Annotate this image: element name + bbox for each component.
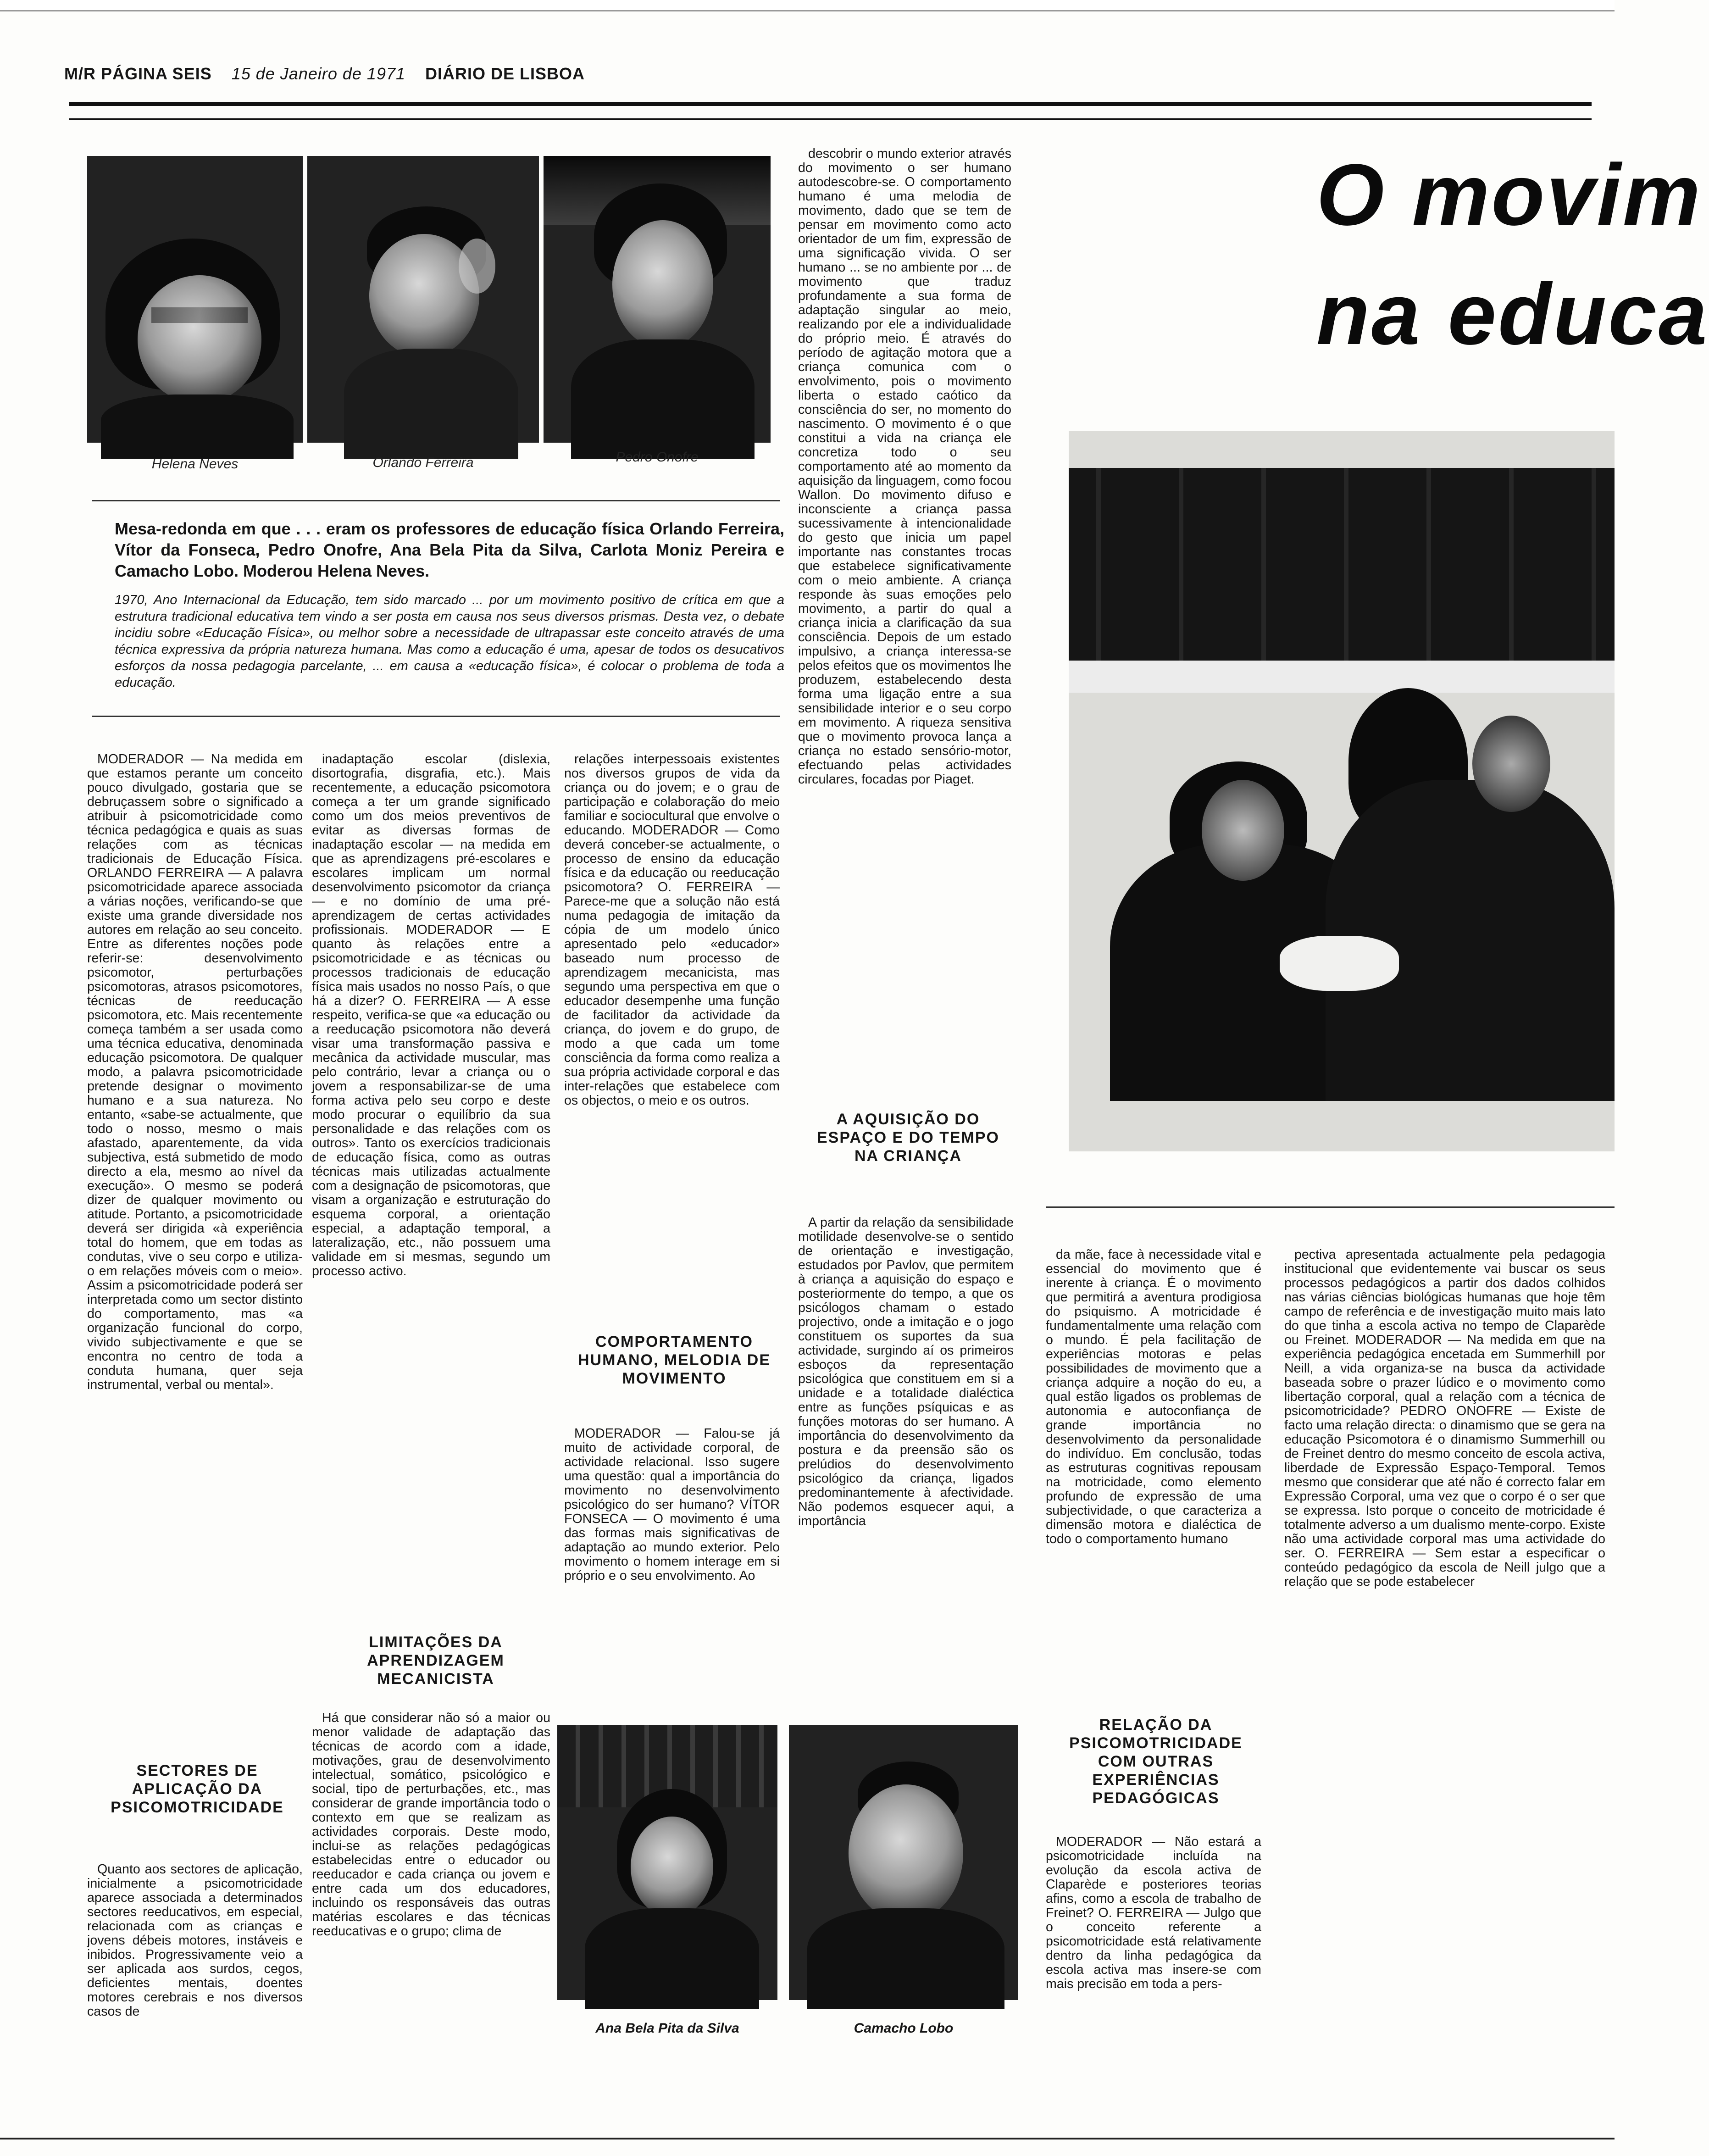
column-2b bbox=[312, 1711, 550, 2115]
page-header bbox=[64, 64, 615, 96]
intro-participants: Mesa-redonda em que . . . eram os professores de educação física Orlando Ferreira, Vítor da Fonseca, Pedro Onofre, Ana Bela Pita da Silva, Carlota Moniz Pereira e Camacho Lobo. Moderou Helena Neves. bbox=[115, 519, 784, 580]
intro-summary: 1970, Ano Internacional da Educação, tem sido marcado ... por um movimento positivo de crítica em que a estrutura tradicional educativa tem vindo a ser posta em causa nos seus diversos prismas. Desta vez, o debate incidiu sobre «Educação Física», ou melhor sobre a necessidade de ultrapassar este conceito através de uma técnica expressiva da própria natureza humana. Mas como a educação é uma, apesar de todos os desucativos esforços da nossa pedagogia parcelante, ... em causa a «educação física», é colocar o problema de toda a educação. bbox=[115, 593, 784, 690]
paragraph: relações interpessoais existentes nos diversos grupos de vida da criança ou do jovem; e o grau de participação e colaboração do meio familiar e sociocultural que envolve o educando. MODERADOR — Como deverá conceber-se actualmente, o processo de ensino da educação física e da educação ou reeducação psicomotora? O. FERREIRA — Parece-me que a solução não está numa pedagogia de imitação da cópia de um modelo único apresentado pelo «educador» baseado num processo de aprendizagem mecanicista, mas segundo uma perspectiva em que o educador desempenhe uma função de facilitador da actividade da criança, do jovem e do grupo, de modo a que cada um tome consciência da forma como realiza a sua própria actividade corporal e das inter-relações que estabelece com os objectos, o meio e os outros. bbox=[564, 752, 780, 1108]
column-1a bbox=[87, 752, 303, 1734]
column-3b bbox=[564, 1427, 780, 1702]
subhead-comportamento: COMPORTAMENTO HUMANO, MELODIA DE MOVIMENTO bbox=[577, 1333, 771, 1387]
photo-helena-neves bbox=[87, 156, 303, 443]
caption-orlando-ferreira: Orlando Ferreira bbox=[372, 455, 474, 470]
header-paper: DIÁRIO DE LISBOA bbox=[425, 64, 585, 83]
page-top-edge bbox=[0, 0, 1615, 11]
paragraph: MODERADOR — Não estará a psicomotricidade incluída na evolução da escola activa de Claparède e posteriores teorias afins, como a escola de trabalho de Freinet? O. FERREIRA — Julgo que o conceito referente a psicomotricidade está relativamente dentro da linha pedagógica da escola activa mas insere-se com mais precisão em toda a pers- bbox=[1046, 1834, 1261, 1991]
paragraph: Quanto aos sectores de aplicação, inicialmente a psicomotricidade aparece associada a determinados sectores reeducativos, em especial, relacionada com as crianças e jovens débeis motores, instáveis e inibidos. Progressivamente veio a ser aplicada aos surdos, cegos, deficientes mentais, doentes motores cerebrais e nos diversos casos de bbox=[87, 1862, 303, 2019]
photo-ana-bela-pita-da-silva bbox=[557, 1725, 777, 2000]
headline-line-1: O movim bbox=[1316, 146, 1702, 244]
page-bottom-rule bbox=[0, 2138, 1615, 2139]
paragraph: descobrir o mundo exterior através do movimento o ser humano autodescobre-se. O comportamento humano é uma melodia de movimento, dado que se tem de pensar em movimento como acto orientador de um fim, expressão de uma significação vivida. O ser humano ... se no ambiente por ... de movimento que traduz profundamente a sua forma de adaptação singular ao meio, realizando por ele a individualidade do próprio meio. É através do período de agitação motora que a criança comunica com o envolvimento, pois o movimento liberta o estado caótico da consciência do ser, no momento do nascimento. O movimento é o que constitui a vida na criança ele concretiza todo o seu comportamento até ao momento da aquisição da linguagem, como focou Wallon. Do movimento difuso e inconsciente a criança passa sucessivamente à intencionalidade do gesto que inicia um papel importante nas constantes trocas que estabelece significativamente com o meio ambiente. A criança responde às suas emoções pelo movimento, a partir do qual a criança inicia a clarificação da sua consciência. Depois de um estado impulsivo, a criança interessa-se pelos efeitos que os movimentos lhe produzem, estabelecendo desta forma uma ligação entre a sua sensibilidade interior e o seu corpo em movimento. A riqueza sensitiva que o movimento provoca lança a criança no estado sensório-motor, efectuando pelas actividades circulares, focadas por Piaget. bbox=[798, 146, 1011, 787]
column-1b bbox=[87, 1862, 303, 2128]
subhead-relacao: RELAÇÃO DA PSICOMOTRICIDADE COM OUTRAS EXPERIÊNCIAS PEDAGÓGICAS bbox=[1069, 1716, 1243, 1807]
paragraph: inadaptação escolar (dislexia, disortografia, disgrafia, etc.). Mais recentemente, a educação psicomotora começa a ter um grande significado como um dos meios preventivos de evitar as diversas formas de inadaptação escolar — na medida em que as aprendizagens pré-escolares e escolares implicam um normal desenvolvimento psicomotor da criança — e no domínio de uma pré-aprendizagem de certas actividades profissionais. MODERADOR — E quanto às relações entre a psicomotricidade e as técnicas ou processos tradicionais de educação física mais usados no nosso País, o que há a dizer? O. FERREIRA — A esse respeito, verifica-se que «a educação ou a reeducação psicomotora não deverá visar uma transformação passiva e mecânica da actividade muscular, mas pelo contrário, levar a criança ou o jovem a responsabilizar-se de uma forma activa pelo seu corpo e deste modo procurar o equilíbrio da sua personalidade e das relações com os outros». Tanto os exercícios tradicionais de educação física, como as outras técnicas mais utilizadas actualmente com a designação de psicomotoras, que visam a organização e estruturação do esquema corporal, a orientação especial, a adaptação temporal, a lateralização, etc., não possuem uma validade em si mesmas, segundo um processo activo. bbox=[312, 752, 550, 1278]
photo-group-discussion bbox=[1069, 431, 1615, 1151]
subhead-limitacoes: LIMITAÇÕES DA APRENDIZAGEM MECANICISTA bbox=[367, 1634, 505, 1688]
intro-rule bbox=[92, 500, 780, 501]
caption-helena-neves: Helena Neves bbox=[151, 456, 239, 472]
paragraph: MODERADOR — Na medida em que estamos perante um conceito pouco divulgado, gostaria que se debruçassem sobre o significado a atribuir à psicomotricidade como técnica pedagógica e quais as suas relações com as técnicas tradicionais de Educação Física. ORLANDO FERREIRA — A palavra psicomotricidade aparece associada a várias noções, verificando-se que existe uma grande diversidade nos autores em relação ao seu conceito. Entre as diferentes noções pode referir-se: desenvolvimento psicomotor, perturbações psicomotoras, atrasos psicomotores, técnicas de reeducação psicomotora, etc. Mais recentemente começa também a ser usada como uma técnica educativa, denominada educação psicomotora. De qualquer modo, a palavra psicomotricidade pretende designar o movimento humano e a sua natureza. No entanto, «sabe-se actualmente, que todo o nosso, mesmo o mais afastado, aparentemente, da vida subjectiva, está submetido de modo directo a ela, mesmo ao nível da execução». O mesmo se poderá dizer de qualquer movimento ou atitude. Portanto, a psicomotricidade deverá ser dirigida «à experiência total do homem, que em todas as condutas, vive o seu corpo e utiliza-o em relações móveis com o meio». Assim a psicomotricidade poderá ser interpretada como um sector distinto do comportamento, mas «a organização funcional do corpo, vivido subjectivamente e que se encontra no centro de toda a conduta humana, quer seja instrumental, verbal ou mental». bbox=[87, 752, 303, 1392]
column-3a bbox=[564, 752, 780, 1266]
header-rule bbox=[69, 102, 1592, 106]
paragraph: MODERADOR — Falou-se já muito de actividade corporal, de actividade relacional. Isso sugere uma questão: qual a importância do movimento no desenvolvimento psicológico do ser humano? VÍTOR FONSECA — O movimento é uma das formas mais significativas de adaptação ao mundo exterior. Pelo movimento o homem interage em si próprio e o seu envolvimento. Ao bbox=[564, 1426, 780, 1583]
paragraph: pectiva apresentada actualmente pela pedagogia institucional que evidentemente vai buscar os seus processos pedagógicos a partir dos dados colhidos nas várias ciências biológicas humanas que hoje têm campo de referência e de investigação muito mais lato do que tinha a escola activa no tempo de Claparède ou Freinet. MODERADOR — Na medida em que na experiência pedagógica encetada em Summerhill por Neill, a vida organiza-se na busca da actividade baseada sobre o prazer lúdico e o movimento como libertação corporal, qual a relação com a técnica de psicomotricidade? PEDRO ONOFRE — Existe de facto uma relação directa: o dinamismo que se gera na educação Psicomotora é o dinamismo Summerhill ou de Freinet dentro do mesmo conceito de escola activa, liberdade de Expressão Espaço-Temporal. Temos mesmo que considerar que até não é correcto falar em Expressão Corporal, uma vez que o corpo é o ser que se expressa. Isto porque o conceito de motricidade é totalmente adverso a um dualismo mente-corpo. Existe não uma actividade corporal mas uma actividade do ser. O. FERREIRA — Sem estar a especificar o conteúdo pedagógico da escola de Neill julgo que a relação que se pode estabelecer bbox=[1284, 1247, 1605, 1589]
intro-rule-bottom bbox=[92, 716, 780, 717]
paragraph: A partir da relação da sensibilidade motilidade desenvolve-se o sentido de orientação e investigação, estudados por Pavlov, que permitem à criança a aquisição do espaço e posteriormente do tempo, a que os psicólogos chamam o estado projectivo, onde a imitação e o jogo constituem os suportes da sua actividade, surgindo aí os primeiros esboços da representação psicológica que constituem em si a unidade e a totalidade dialéctica entre as funções psíquicas e as funções motoras do ser humano. A importância do desenvolvimento da postura e da preensão são os prelúdios do desenvolvimento psicológico da criança, ligados predominantemente à afectividade. Não podemos esquecer aqui, a importância bbox=[798, 1215, 1014, 1528]
caption-ana-bela-pita-da-silva: Ana Bela Pita da Silva bbox=[595, 2021, 739, 2036]
column-2a bbox=[312, 752, 550, 1633]
column-4 bbox=[798, 1216, 1014, 1702]
column-5b bbox=[1046, 1835, 1261, 2128]
photo-orlando-ferreira bbox=[307, 156, 539, 443]
caption-pedro-onofre: Pedro Onofre bbox=[616, 450, 699, 465]
caption-camacho-lobo: Camacho Lobo bbox=[854, 2021, 954, 2036]
photo-pedro-onofre bbox=[544, 156, 771, 443]
photo-camacho-lobo bbox=[789, 1725, 1018, 2000]
subhead-aquisicao: A AQUISIÇÃO DO ESPAÇO E DO TEMPO NA CRIANÇA bbox=[817, 1111, 999, 1165]
paragraph: Há que considerar não só a maior ou menor validade de adaptação das técnicas de acordo com a idade, motivações, grau de desenvolvimento intelectual, somático, psicológico e social, tipo de perturbações, etc., mas considerar de grande importância todo o contexto em que se realizam as actividades corporais. Deste modo, inclui-se as relações pedagógicas estabelecidas entre o educador ou reeducador e cada criança ou jovem e entre cada um dos educadores, incluindo os responsáveis das outras matérias escolares e das técnicas reeducativas e o grupo; clima de bbox=[312, 1711, 550, 1939]
column-5a bbox=[1046, 1248, 1261, 1670]
header-rule-thin bbox=[69, 118, 1592, 120]
headline-line-2: na educa bbox=[1316, 266, 1709, 363]
column-6 bbox=[1284, 1248, 1605, 2124]
header-date: 15 de Janeiro de 1971 bbox=[231, 64, 406, 83]
header-section: M/R PÁGINA SEIS bbox=[64, 64, 212, 83]
paragraph: da mãe, face à necessidade vital e essencial do movimento que é inerente à criança. É o movimento que permitirá a aventura prodigiosa do psiquismo. A motricidade é fundamentalmente uma relação com o mundo. É pela facilitação de experiências motoras e pelas possibilidades de movimento que a criança adquire a noção do eu, a qual estão ligados os problemas de autonomia e autoconfiança de grande importância no desenvolvimento da personalidade do indivíduo. Em conclusão, todas as estruturas cognitivas repousam na motricidade, como elemento profundo de expressão de uma subjectividade, o que caracteriza a dimensão motora e dialéctica de todo o comportamento humano bbox=[1046, 1247, 1261, 1546]
photo-rule-bottom bbox=[1046, 1206, 1615, 1208]
subhead-sectores: SECTORES DE APLICAÇÃO DA PSICOMOTRICIDADE bbox=[111, 1762, 284, 1816]
column-top-right bbox=[798, 147, 1011, 1087]
